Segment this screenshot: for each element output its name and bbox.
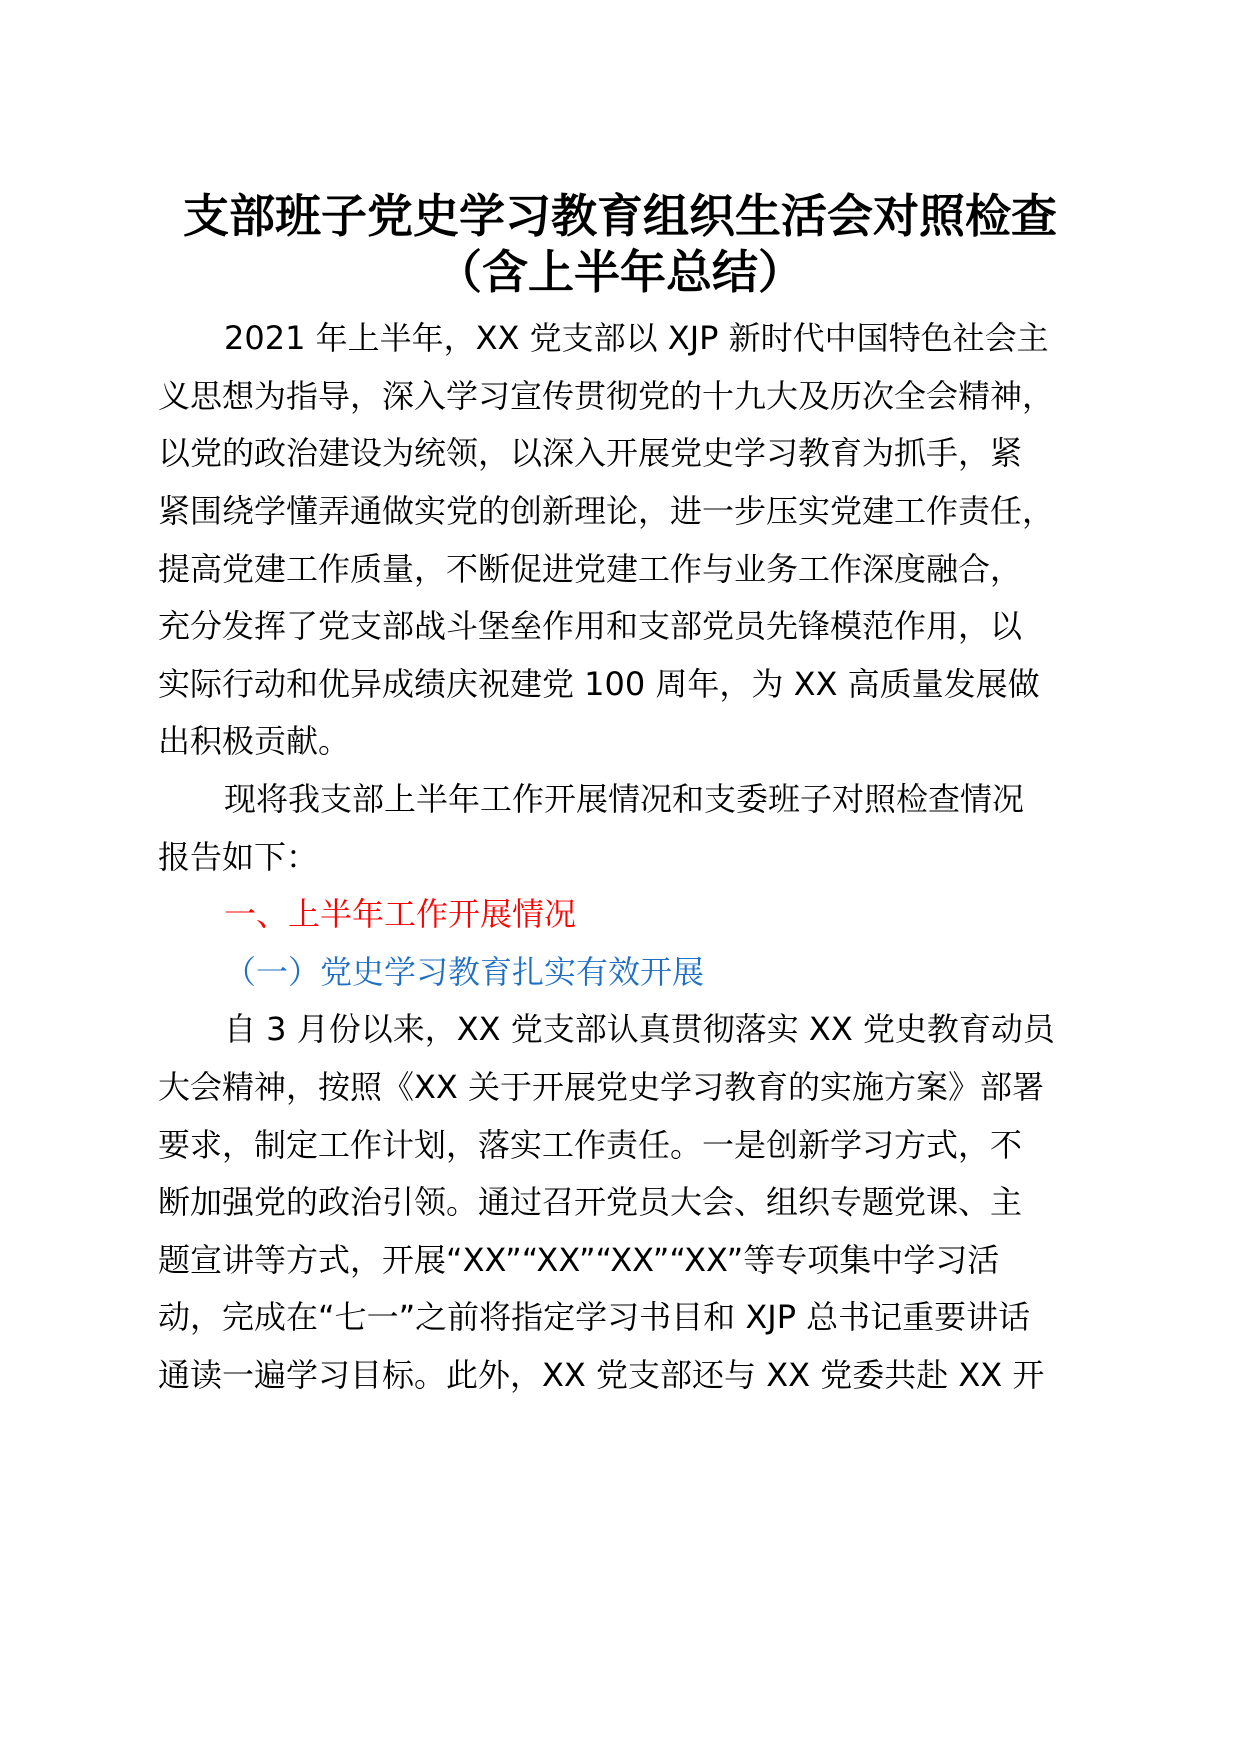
intro-paragraph-line: 紧围绕学懂弄通做实党的创新理论，进一步压实党建工作责任， bbox=[158, 492, 1055, 530]
intro-paragraph-line: 出积极贡献。 bbox=[158, 722, 351, 760]
document-title-line-1: 支部班子党史学习教育组织生活会对照检查 bbox=[183, 189, 1057, 243]
intro-paragraph-line: 充分发挥了党支部战斗堡垒作用和支部党员先锋模范作用，以 bbox=[158, 607, 1023, 645]
body-paragraph-line: 要求，制定工作计划，落实工作责任。一是创新学习方式，不 bbox=[158, 1126, 1023, 1164]
report-paragraph-line: 报告如下： bbox=[158, 838, 319, 876]
intro-paragraph-line: 实际行动和优异成绩庆祝建党 100 周年，为 XX 高质量发展做 bbox=[158, 665, 1040, 703]
section-heading-1: 一、上半年工作开展情况 bbox=[224, 895, 577, 933]
body-paragraph-line: 动，完成在“七一”之前将指定学习书目和 XJP 总书记重要讲话 bbox=[158, 1298, 1031, 1336]
report-paragraph-line: 现将我支部上半年工作开展情况和支委班子对照检查情况 bbox=[224, 780, 1025, 818]
body-paragraph-line: 大会精神，按照《XX 关于开展党史学习教育的实施方案》部署 bbox=[158, 1068, 1045, 1106]
subsection-heading-1-1: （一）党史学习教育扎实有效开展 bbox=[224, 953, 705, 991]
body-paragraph-line: 断加强党的政治引领。通过召开党员大会、组织专题党课、主 bbox=[158, 1183, 1023, 1221]
intro-paragraph-line: 2021 年上半年，XX 党支部以 XJP 新时代中国特色社会主 bbox=[224, 319, 1049, 357]
body-paragraph-line: 题宣讲等方式，开展“XX”“XX”“XX”“XX”等专项集中学习活 bbox=[158, 1241, 1000, 1279]
intro-paragraph-line: 以党的政治建设为统领，以深入开展党史学习教育为抓手，紧 bbox=[158, 434, 1023, 472]
body-paragraph-line: 通读一遍学习目标。此外，XX 党支部还与 XX 党委共赴 XX 开 bbox=[158, 1356, 1045, 1394]
intro-paragraph-line: 义思想为指导，深入学习宣传贯彻党的十九大及历次全会精神， bbox=[158, 377, 1055, 415]
body-paragraph-line: 自 3 月份以来，XX 党支部认真贯彻落实 XX 党史教育动员 bbox=[224, 1010, 1055, 1048]
document-title-line-2: （含上半年总结） bbox=[436, 245, 804, 299]
intro-paragraph-line: 提高党建工作质量，不断促进党建工作与业务工作深度融合， bbox=[158, 550, 1023, 588]
